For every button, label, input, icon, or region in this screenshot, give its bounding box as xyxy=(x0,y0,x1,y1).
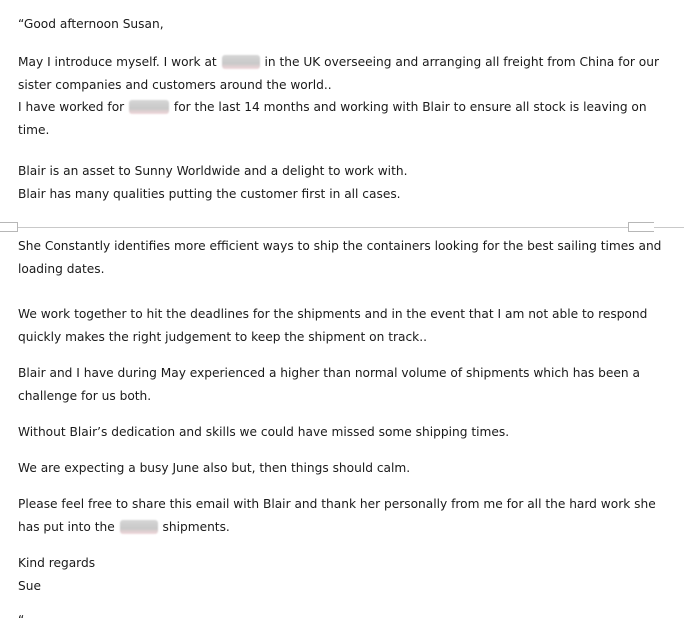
paragraph-1-line-4: time. xyxy=(18,123,50,137)
paragraph-4-line-2: quickly makes the right judgement to keep the shipment on track.. xyxy=(18,330,427,344)
redacted-company-name xyxy=(120,520,158,534)
greeting-line: “Good afternoon Susan, xyxy=(18,17,164,31)
paragraph-8-line-1: Please feel free to share this email with Blair and thank her personally from me for all the hard work she xyxy=(18,497,656,511)
text-segment: I have worked for xyxy=(18,100,129,114)
text-segment: shipments. xyxy=(158,520,230,534)
paragraph-8-line-2 xyxy=(18,519,230,535)
redacted-company-name xyxy=(129,100,169,114)
redacted-company-name xyxy=(222,55,260,69)
signature-line: Sue xyxy=(18,579,41,593)
paragraph-1-line-2: sister companies and customers around the world.. xyxy=(18,78,332,92)
text-segment: has put into the xyxy=(18,520,119,534)
paragraph-2-line-2: Blair has many qualities putting the customer first in all cases. xyxy=(18,187,401,201)
paragraph-3-line-2: loading dates. xyxy=(18,262,105,276)
paragraph-1-line-3 xyxy=(18,99,647,115)
page-margin-marker-left xyxy=(0,222,18,232)
page-break-line xyxy=(0,227,684,228)
paragraph-6-line-1: Without Blair’s dedication and skills we could have missed some shipping times. xyxy=(18,425,510,439)
paragraph-7-line-1: We are expecting a busy June also but, then things should calm. xyxy=(18,461,411,475)
paragraph-5-line-2: challenge for us both. xyxy=(18,389,152,403)
paragraph-3-line-1: She Constantly identifies more efficient ways to ship the containers looking for the best sailing times and xyxy=(18,239,662,253)
text-segment: for the last 14 months and working with Blair to ensure all stock is leaving on xyxy=(170,100,647,114)
closing-line: Kind regards xyxy=(18,556,96,570)
paragraph-5-line-1: Blair and I have during May experienced a higher than normal volume of shipments which has been a xyxy=(18,366,640,380)
paragraph-4-line-1: We work together to hit the deadlines for the shipments and in the event that I am not able to respond xyxy=(18,307,648,321)
text-segment: May I introduce myself. I work at xyxy=(18,55,221,69)
paragraph-1-line-1 xyxy=(18,54,659,70)
text-segment: in the UK overseeing and arranging all freight from China for our xyxy=(260,55,659,69)
page-margin-marker-right xyxy=(628,222,654,232)
end-quote-mark: “ xyxy=(18,613,25,627)
paragraph-2-line-1: Blair is an asset to Sunny Worldwide and a delight to work with. xyxy=(18,164,408,178)
